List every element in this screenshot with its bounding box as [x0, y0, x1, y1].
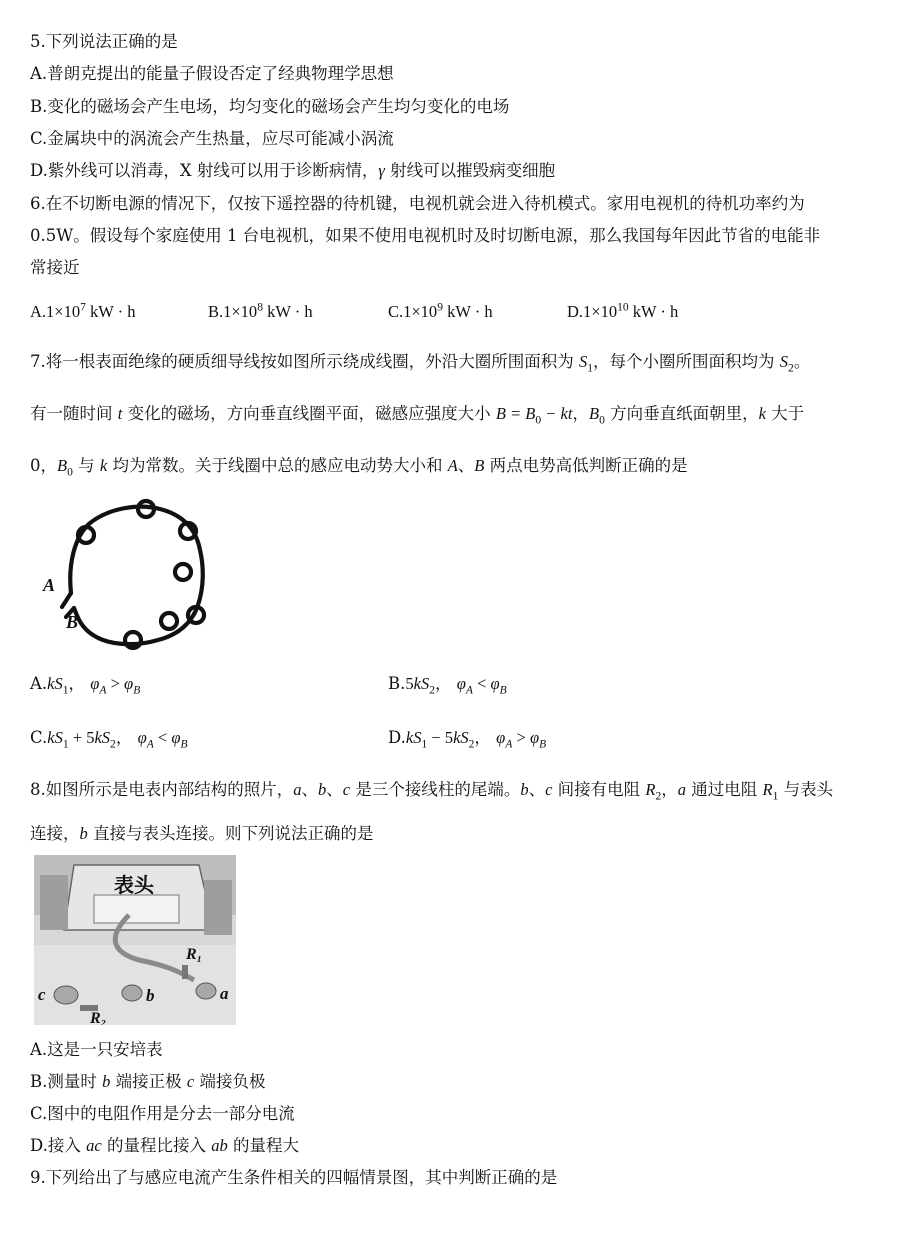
q7-stem-line3: 0，$B_0$ 与 k 均为常数。关于线圈中总的感应电动势大小和 A、B 两点电势高低判断正确的是	[30, 456, 688, 479]
q7-stem-line1: 7.将一根表面绝缘的硬质细导线按如图所示绕成线圈，外沿大圈所围面积为 $S_1$，每个小圈所围面积均为 $S_2$。	[30, 352, 811, 375]
coil-lead-a	[62, 593, 71, 607]
q8-option-b: B.测量时 b 端接正极 c 端接负极	[30, 1072, 266, 1091]
coil-label-a: A	[43, 575, 56, 595]
resistor-r1-body	[182, 965, 188, 979]
q8-stem-line1: 8.如图所示是电表内部结构的照片，a、b、c 是三个接线柱的尾端。b、c 间接有电阻 $R_2$，a 通过电阻 $R_1$ 与表头	[30, 780, 834, 803]
terminal-a	[196, 983, 216, 999]
q7-option-d: $D.kS_1 - 5kS_2$， $\varphi_A > \varphi_B$	[388, 728, 547, 751]
q5-option-b: B.变化的磁场会产生电场，均匀变化的磁场会产生均匀变化的电场	[30, 97, 510, 116]
q5-option-d: D.紫外线可以消毒，X 射线可以用于诊断病情，γ 射线可以摧毁病变细胞	[30, 161, 556, 180]
q7-option-a: $A.kS_1$， $\varphi_A > \varphi_B$	[30, 674, 141, 697]
q8-stem-line2: 连接，b 直接与表头连接。则下列说法正确的是	[30, 824, 374, 843]
meter-head-block	[94, 895, 179, 923]
photo-label-b: b	[146, 986, 155, 1005]
q5-stem: 5.下列说法正确的是	[30, 32, 178, 51]
q7-stem-line2: 有一随时间 t 变化的磁场，方向垂直线圈平面，磁感应强度大小 $B = B_0$ − kt，$B_0$ 方向垂直纸面朝里，k 大于	[30, 404, 805, 427]
q6-option-a: $A.1\times 10^7$ kW · h	[30, 301, 136, 321]
terminal-c	[54, 986, 78, 1004]
q8-option-d: D.接入 ac 的量程比接入 ab 的量程大	[30, 1136, 299, 1155]
q6-stem-line2: 0.5W。假设每个家庭使用 1 台电视机，如果不使用电视机时及时切断电源，那么我国每年因此节省的电能非	[30, 226, 821, 245]
photo-right-bracket	[204, 880, 232, 935]
q7-coil-figure	[38, 495, 218, 660]
coil-small-loop	[161, 613, 177, 629]
q7-option-b: $B.5kS_2$， $\varphi_A < \varphi_B$	[388, 674, 507, 697]
q6-option-b: $B.1\times 10^8$ kW · h	[208, 301, 313, 321]
q6-option-d: $D.1\times 10^{10}$ kW · h	[567, 301, 679, 321]
photo-left-bracket	[40, 875, 68, 930]
photo-label-r2: R₂	[90, 1010, 107, 1025]
q5-option-c: C.金属块中的涡流会产生热量，应尽可能减小涡流	[30, 129, 394, 148]
q9-stem: 9.下列给出了与感应电流产生条件相关的四幅情景图，其中判断正确的是	[30, 1168, 558, 1187]
photo-label-a: a	[220, 984, 229, 1003]
photo-label-c: c	[38, 985, 46, 1004]
q6-stem-line1: 6.在不切断电源的情况下，仅按下遥控器的待机键，电视机就会进入待机模式。家用电视机的待机功率约为	[30, 194, 805, 213]
q5-option-a: A.普朗克提出的能量子假设否定了经典物理学思想	[30, 64, 394, 83]
coil-label-b: B	[66, 612, 79, 632]
coil-small-loop	[175, 564, 191, 580]
q7-option-c: $C.kS_1 + 5kS_2$， $\varphi_A < \varphi_B$	[30, 728, 188, 751]
q8-option-a: A.这是一只安培表	[30, 1040, 163, 1059]
q8-meter-photo	[34, 855, 236, 1025]
q6-stem-line3: 常接近	[30, 258, 80, 277]
photo-label-meter-head: 表头	[114, 873, 154, 897]
q6-option-c: $C.1\times 10^9$ kW · h	[388, 301, 493, 321]
terminal-b	[122, 985, 142, 1001]
photo-label-r1: R₁	[186, 946, 203, 963]
q8-option-c: C.图中的电阻作用是分去一部分电流	[30, 1104, 295, 1123]
